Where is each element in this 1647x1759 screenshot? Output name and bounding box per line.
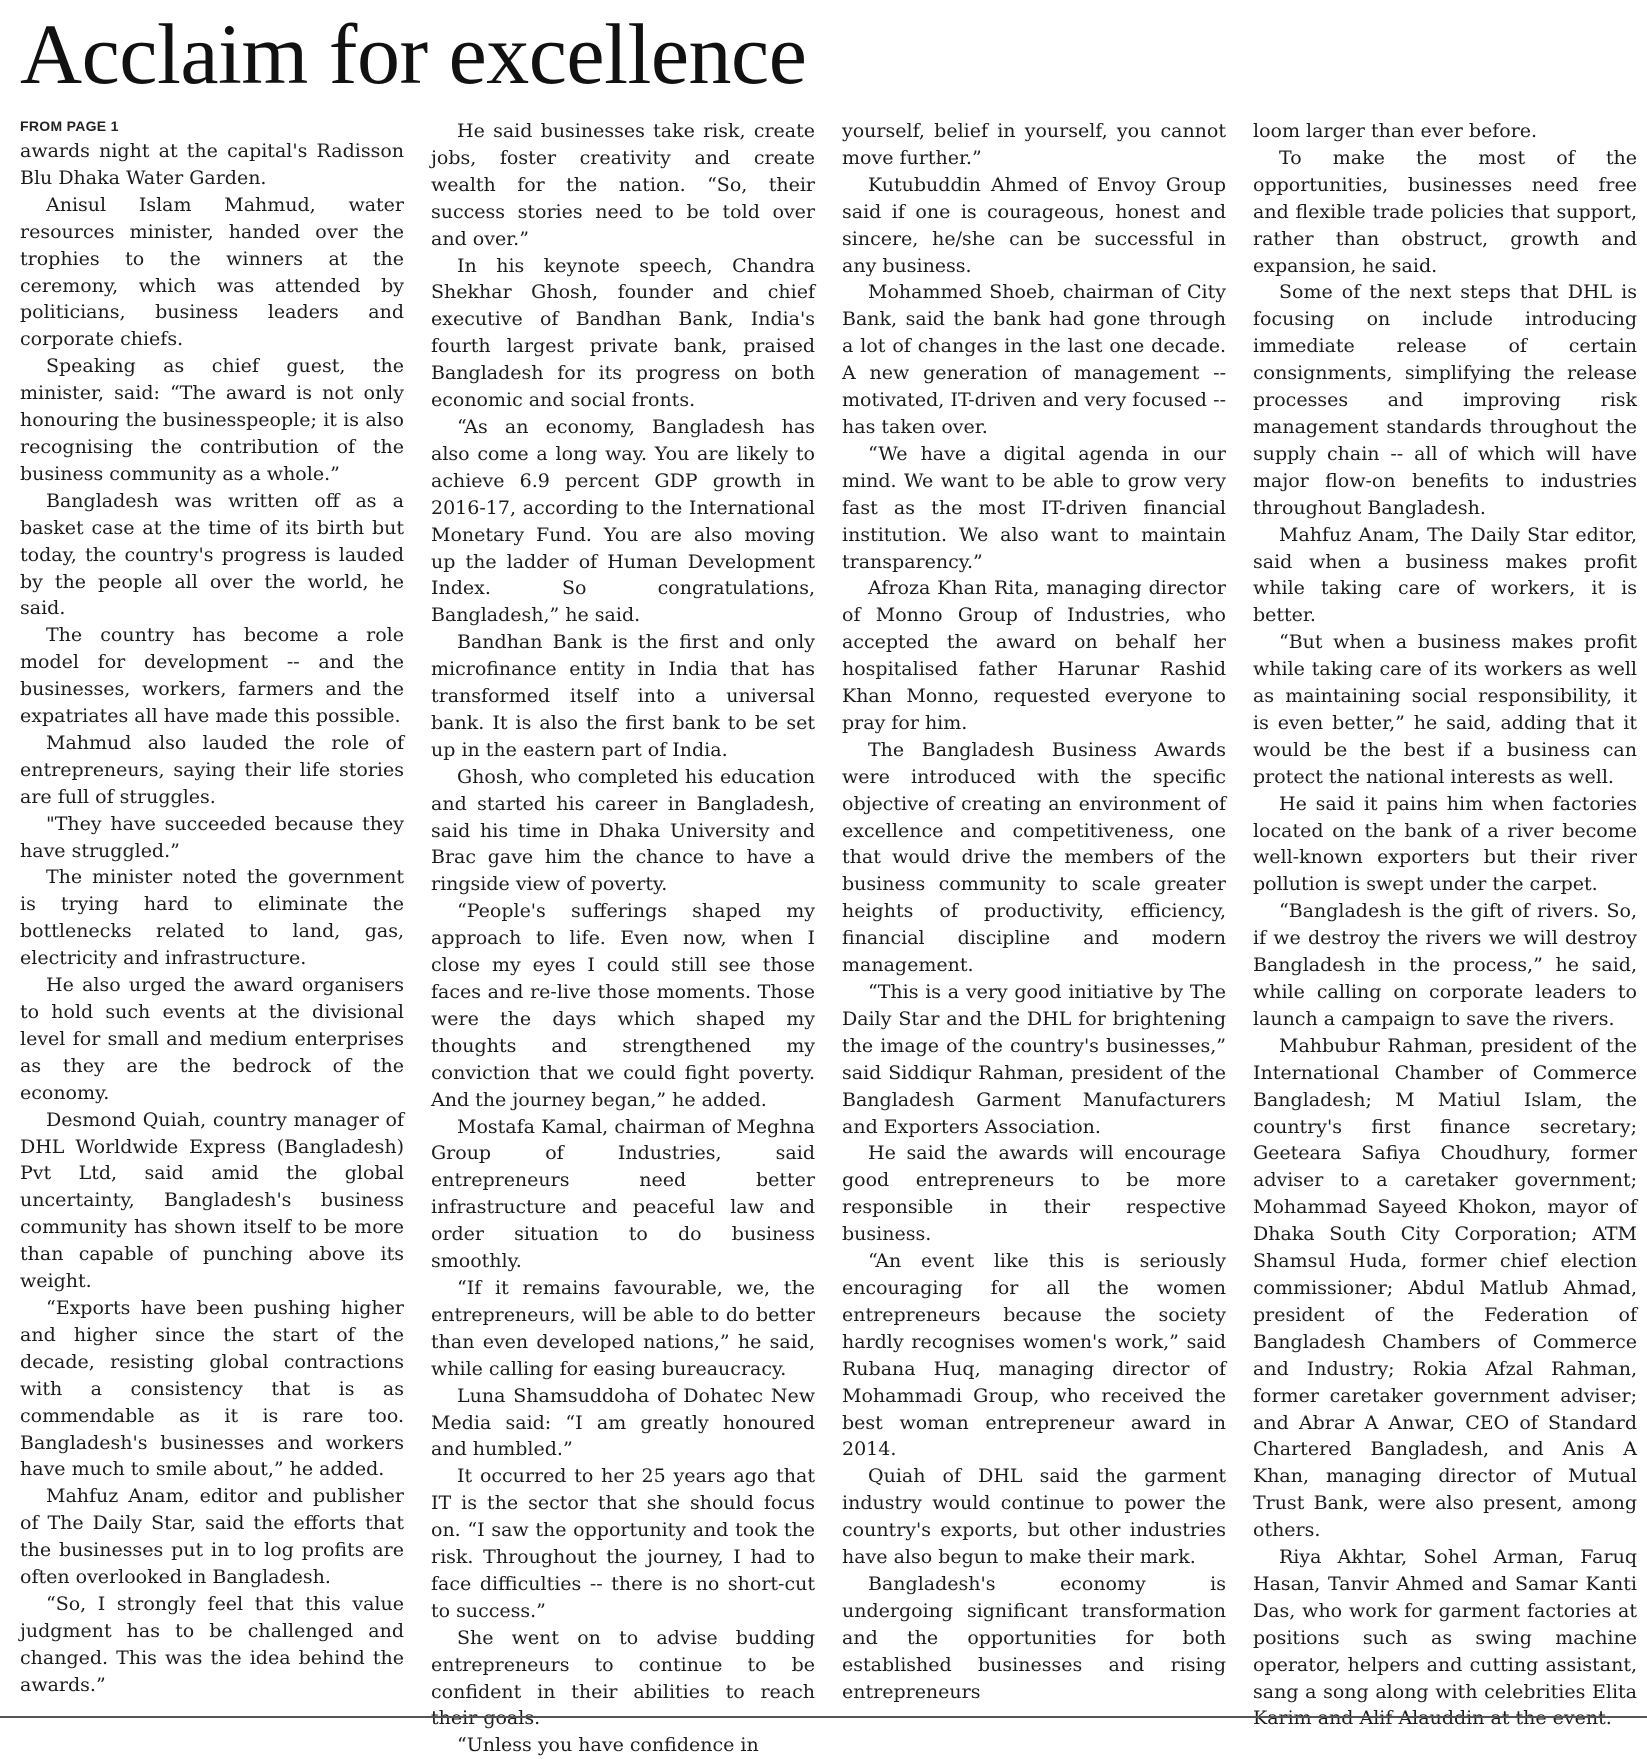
kicker-from-page: FROM PAGE 1 xyxy=(20,118,119,134)
paragraph: Mohammed Shoeb, chairman of City Bank, said the bank had gone through a lot of changes in the last one decade. A new generation of management -- motivated, IT-driven and very focused -- has taken over. xyxy=(842,281,1226,438)
article-column-2 xyxy=(431,118,815,1759)
paragraph: Mostafa Kamal, chairman of Meghna Group of Industries, said entrepreneurs need better infrastructure and peaceful law and order situation to do business smoothly. xyxy=(431,1115,815,1273)
paragraph: Anisul Islam Mahmud, water resources minister, handed over the trophies to the winners at the ceremony, which was attended by politicians, business leaders and corporate chiefs. xyxy=(20,193,404,351)
paragraph: “This is a very good initiative by The Daily Star and the DHL for brightening the image of the country's businesses,” said Siddiqur Rahman, president of the Bangladesh Garment Manufacturers and Exporters Association. xyxy=(842,981,1226,1138)
paragraph: He said the awards will encourage good entrepreneurs to be more responsible in their respective business. xyxy=(842,1142,1226,1246)
paragraph: Mahfuz Anam, The Daily Star editor, said when a business makes profit while taking care of workers, it is better. xyxy=(1253,523,1637,627)
paragraph: Kutubuddin Ahmed of Envoy Group said if one is courageous, honest and sincere, he/she can be successful in any business. xyxy=(842,173,1226,277)
paragraph: The minister noted the government is trying hard to eliminate the bottlenecks related to land, gas, electricity and infrastructure. xyxy=(20,866,404,970)
paragraph: To make the most of the opportunities, businesses need free and flexible trade policies that support, rather than obstruct, growth and expansion, he said. xyxy=(1253,146,1637,277)
paragraph: “Unless you have confidence in xyxy=(457,1734,759,1757)
paragraph: Afroza Khan Rita, managing director of Monno Group of Industries, who accepted the award on behalf her hospitalised father Harunar Rashid Khan Monno, requested everyone to pray for him. xyxy=(842,577,1226,734)
paragraph: Mahfuz Anam, editor and publisher of The Daily Star, said the efforts that the businesses put in to log profits are often overlooked in Bangladesh. xyxy=(20,1485,404,1589)
paragraph: Luna Shamsuddoha of Dohatec New Media said: “I am greatly honoured and humbled.” xyxy=(431,1384,815,1461)
paragraph: Ghosh, who completed his education and started his career in Bangladesh, said his time in Dhaka University and Brac gave him the chance to have a ringside view of poverty. xyxy=(431,765,815,896)
paragraph: awards night at the capital's Radisson Blu Dhaka Water Garden. xyxy=(20,140,404,189)
paragraph: “If it remains favourable, we, the entrepreneurs, will be able to do better than even developed nations,” he said, while calling for easing bureaucracy. xyxy=(431,1276,815,1380)
paragraph: Quiah of DHL said the garment industry would continue to power the country's exports, but other industries have also begun to make their mark. xyxy=(842,1465,1226,1569)
paragraph: “As an economy, Bangladesh has also come a long way. You are likely to achieve 6.9 percent GDP growth in 2016-17, according to the International Monetary Fund. You are also moving up the ladder of Human Development Index. So congratulations, Bangladesh,” he said. xyxy=(431,415,815,627)
paragraph: Bangladesh was written off as a basket case at the time of its birth but today, the country's progress is lauded by the people all over the world, he said. xyxy=(20,489,404,620)
paragraph: Mahmud also lauded the role of entrepreneurs, saying their life stories are full of struggles. xyxy=(20,731,404,808)
headline: Acclaim for excellence xyxy=(20,6,807,102)
paragraph: “Bangladesh is the gift of rivers. So, if we destroy the rivers we will destroy Bangladesh in the process,” he said, while calling on corporate leaders to launch a campaign to save the rivers. xyxy=(1253,900,1637,1030)
paragraph: “But when a business makes profit while taking care of its workers as well as maintaining social responsibility, it is even better,” he said, adding that it would be the best if a business can protect the national interests as well. xyxy=(1253,631,1637,788)
paragraph: Bandhan Bank is the first and only microfinance entity in India that has transformed itself into a universal bank. It is also the first bank to be set up in the eastern part of India. xyxy=(431,631,815,761)
paragraph: He also urged the award organisers to hold such events at the divisional level for small and medium enterprises as they are the bedrock of the economy. xyxy=(20,974,404,1104)
paragraph: She went on to advise budding entrepreneurs to continue to be confident in their abilities to reach their goals. xyxy=(431,1626,815,1730)
paragraph: “We have a digital agenda in our mind. We want to be able to grow very fast as the most IT-driven financial institution. We also want to maintain transparency.” xyxy=(842,442,1226,573)
paragraph: Bangladesh's economy is undergoing significant transformation and the opportunities for both established businesses and rising entrepreneurs xyxy=(842,1572,1226,1703)
bottom-rule xyxy=(0,1716,1647,1718)
paragraph: “Exports have been pushing higher and higher since the start of the decade, resisting global contractions with a consistency that is as commendable as it is rare too. Bangladesh's businesses and workers have much to smile about,” he added. xyxy=(20,1296,404,1481)
paragraph: “An event like this is seriously encouraging for all the women entrepreneurs because the society hardly recognises women's work,” said Rubana Huq, managing director of Mohammadi Group, who received the best woman entrepreneur award in 2014. xyxy=(842,1250,1226,1461)
paragraph: The country has become a role model for development -- and the businesses, workers, farmers and the expatriates all have made this possible. xyxy=(20,624,404,728)
article-column-4 xyxy=(1253,118,1637,1732)
paragraph: "They have succeeded because they have struggled.” xyxy=(20,812,404,862)
paragraph: loom larger than ever before. xyxy=(1253,120,1538,142)
paragraph: Desmond Quiah, country manager of DHL Worldwide Express (Bangladesh) Pvt Ltd, said amid the global uncertainty, Bangladesh's business community has shown itself to be more than capable of punching above its weight. xyxy=(20,1108,404,1293)
paragraph: Some of the next steps that DHL is focusing on include introducing immediate release of certain consignments, simplifying the release processes and improving risk management standards throughout the supply chain -- all of which will have major flow-on benefits to industries throughout Bangladesh. xyxy=(1253,281,1637,519)
paragraph: yourself, belief in yourself, you cannot move further.” xyxy=(842,120,1226,169)
paragraph: Mahbubur Rahman, president of the International Chamber of Commerce Bangladesh; M Matiul Islam, the country's first finance secretary; Geeteara Safiya Choudhury, former adviser to a caretaker government; Mohammad Sayeed Khokon, mayor of Dhaka South City Corporation; ATM Shamsul Huda, former chief election commissioner; Abdul Matlub Ahmad, president of the Federation of Bangladesh Chambers of Commerce and Industry; Rokia Afzal Rahman, former caretaker government adviser; and Abrar A Anwar, CEO of Standard Chartered Bangladesh, and Anis A Khan, managing director of Mutual Trust Bank, were also present, among others. xyxy=(1253,1034,1637,1542)
paragraph: In his keynote speech, Chandra Shekhar Ghosh, founder and chief executive of Bandhan Bank, India's fourth largest private bank, praised Bangladesh for its progress on both economic and social fronts. xyxy=(431,254,815,412)
article-column-1 xyxy=(20,118,404,1699)
article-column-3 xyxy=(842,118,1226,1705)
paragraph: “So, I strongly feel that this value judgment has to be challenged and changed. This was the idea behind the awards.” xyxy=(20,1592,404,1696)
paragraph: He said it pains him when factories located on the bank of a river become well-known exporters but their river pollution is swept under the carpet. xyxy=(1253,792,1637,896)
paragraph: Speaking as chief guest, the minister, said: “The award is not only honouring the businesspeople; it is also recognising the contribution of the business community as a whole.” xyxy=(20,355,404,485)
paragraph: The Bangladesh Business Awards were introduced with the specific objective of creating an environment of excellence and competitiveness, one that would drive the members of the business community to scale greater heights of productivity, efficiency, financial discipline and modern management. xyxy=(842,738,1226,977)
paragraph: Riya Akhtar, Sohel Arman, Faruq Hasan, Tanvir Ahmed and Samar Kanti Das, who work for garment factories at positions such as swing machine operator, helpers and cutting assistant, sang a song along with celebrities Elita Karim and Alif Alauddin at the event. xyxy=(1253,1546,1637,1730)
paragraph: It occurred to her 25 years ago that IT is the sector that she should focus on. “I saw the opportunity and took the risk. Throughout the journey, I had to face difficulties -- there is no short-cut to success.” xyxy=(431,1465,815,1622)
paragraph: He said businesses take risk, create jobs, foster creativity and create wealth for the nation. “So, their success stories need to be told over and over.” xyxy=(431,120,815,250)
paragraph: “People's sufferings shaped my approach to life. Even now, when I close my eyes I could still see those faces and re-live those moments. Those were the days which shaped my thoughts and strengthened my conviction that we could fight poverty. And the journey began,” he added. xyxy=(431,900,815,1111)
